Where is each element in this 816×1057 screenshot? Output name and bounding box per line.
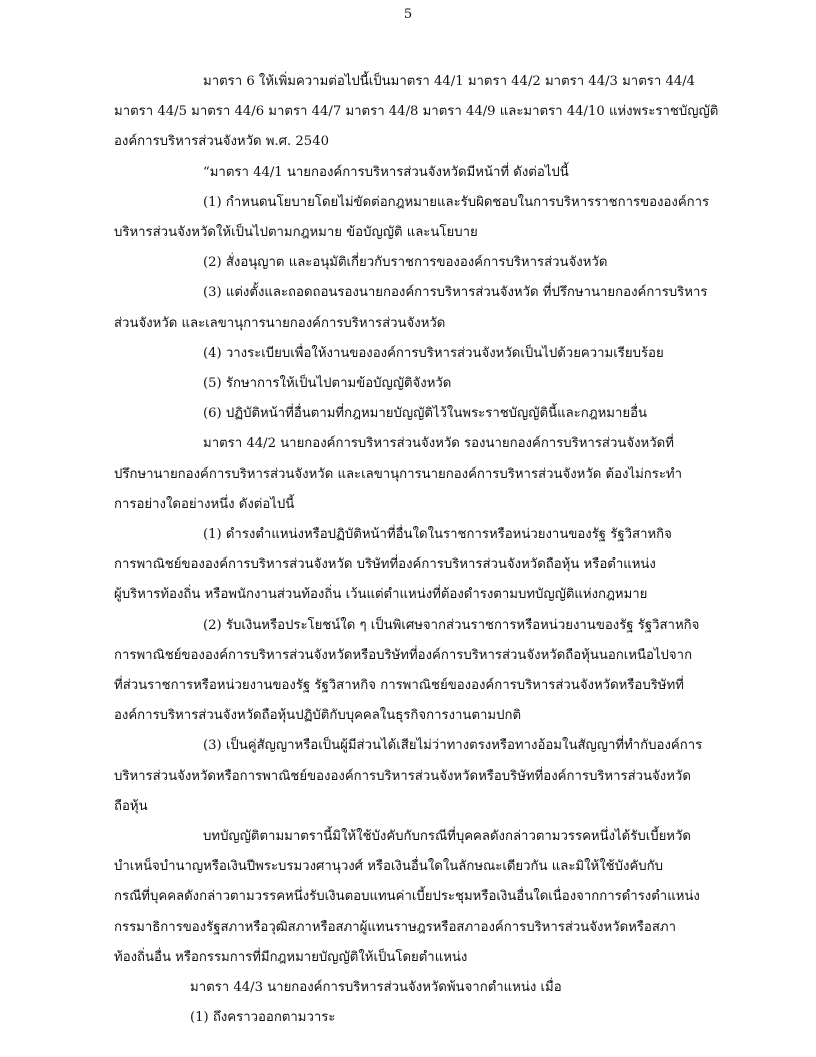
text-line: บทบัญญัติตามมาตรานี้มิให้ใช้บังคับกับกรณีที่บุคคลดังกล่าวตามวรรคหนึ่งได้รับเบี้ยหวัด — [203, 829, 691, 844]
text-line: ส่วนจังหวัด และเลขานุการนายกองค์การบริหารส่วนจังหวัด — [114, 315, 446, 331]
text-line: มาตรา 44/2 นายกองค์การบริหารส่วนจังหวัด รองนายกองค์การบริหารส่วนจังหวัดที่ — [203, 436, 674, 452]
text-line: ที่ส่วนราชการหรือหน่วยงานของรัฐ รัฐวิสาหกิจ การพาณิชย์ขององค์การบริหารส่วนจังหวัดหรือบริษัทที่ — [114, 678, 684, 693]
text-line: (2) รับเงินหรือประโยชน์ใด ๆ เป็นพิเศษจากส่วนราชการหรือหน่วยงานของรัฐ รัฐวิสาหกิจ — [203, 617, 700, 633]
text-line: บำเหน็จบำนาญหรือเงินปีพระบรมวงศานุวงศ์ หรือเงินอื่นใดในลักษณะเดียวกัน และมิให้ใช้บังคับกับ — [114, 859, 663, 875]
text-line: (1) ดำรงตำแหน่งหรือปฏิบัติหน้าที่อื่นใดในราชการหรือหน่วยงานของรัฐ รัฐวิสาหกิจ — [203, 527, 672, 542]
text-line: มาตรา 6 ให้เพิ่มความต่อไปนี้เป็นมาตรา 44/1 มาตรา 44/2 มาตรา 44/3 มาตรา 44/4 — [203, 74, 696, 89]
text-line: กรณีที่บุคคลดังกล่าวตามวรรคหนึ่งรับเงินตอบแทนค่าเบี้ยประชุมหรือเงินอื่นใดเนื่องจากการดำรงตำแหน่ง — [114, 889, 700, 905]
text-line: (3) แต่งตั้งและถอดถอนรองนายกองค์การบริหารส่วนจังหวัด ที่ปรึกษานายกองค์การบริหาร — [203, 285, 708, 301]
text-line: (4) วางระเบียบเพื่อให้งานขององค์การบริหารส่วนจังหวัดเป็นไปด้วยความเรียบร้อย — [203, 345, 664, 361]
text-line: บริหารส่วนจังหวัดหรือการพาณิชย์ขององค์การบริหารส่วนจังหวัดหรือบริษัทที่องค์การบริหารส่วนจังหวัด — [114, 768, 691, 784]
text-line: ผู้บริหารท้องถิ่น หรือพนักงานส่วนท้องถิ่น เว้นแต่ตำแหน่งที่ต้องดำรงตามบทบัญญัติแห่งกฎหมาย — [114, 587, 648, 603]
text-line: การพาณิชย์ขององค์การบริหารส่วนจังหวัด บริษัทที่องค์การบริหารส่วนจังหวัดถือหุ้น หรือตำแหน่ง — [114, 557, 656, 573]
text-line: มาตรา 44/3 นายกองค์การบริหารส่วนจังหวัดพ้นจากตำแหน่ง เมื่อ — [190, 980, 562, 995]
text-line: (6) ปฏิบัติหน้าที่อื่นตามที่กฎหมายบัญญัติไว้ในพระราชบัญญัตินี้และกฎหมายอื่น — [203, 406, 648, 422]
text-line: บริหารส่วนจังหวัดให้เป็นไปตามกฎหมาย ข้อบัญญัติ และนโยบาย — [114, 225, 478, 240]
text-line: (5) รักษาการให้เป็นไปตามข้อบัญญัติจังหวัด — [203, 376, 452, 391]
text-line: องค์การบริหารส่วนจังหวัด พ.ศ. 2540 — [114, 134, 329, 150]
text-line: (3) เป็นคู่สัญญาหรือเป็นผู้มีส่วนได้เสียไม่ว่าทางตรงหรือทางอ้อมในสัญญาที่ทำกับองค์การ — [203, 738, 703, 754]
text-line: (1) กำหนดนโยบายโดยไม่ขัดต่อกฎหมายและรับผิดชอบในการบริหารราชการขององค์การ — [203, 194, 710, 210]
text-line: กรรมาธิการของรัฐสภาหรือวุฒิสภาหรือสภาผู้แทนราษฎรหรือสภาองค์การบริหารส่วนจังหวัดหรือสภา — [114, 919, 676, 935]
text-line: องค์การบริหารส่วนจังหวัดถือหุ้นปฏิบัติกับบุคคลในธุรกิจการงานตามปกติ — [114, 708, 522, 724]
text-line: (1) ถึงคราวออกตามวาระ — [190, 1010, 336, 1026]
text-line: ปรึกษานายกองค์การบริหารส่วนจังหวัด และเลขานุการนายกองค์การบริหารส่วนจังหวัด ต้องไม่กระทำ — [114, 466, 683, 482]
text-line: ถือหุ้น — [114, 798, 148, 814]
text-line: “มาตรา 44/1 นายกองค์การบริหารส่วนจังหวัดมีหน้าที่ ดังต่อไปนี้ — [203, 164, 569, 180]
text-line: (2) สั่งอนุญาต และอนุมัติเกี่ยวกับราชการขององค์การบริหารส่วนจังหวัด — [203, 255, 608, 271]
page-number: 5 — [403, 7, 413, 22]
text-line: มาตรา 44/5 มาตรา 44/6 มาตรา 44/7 มาตรา 44/8 มาตรา 44/9 และมาตรา 44/10 แห่งพระราชบัญญัติ — [114, 104, 719, 120]
text-line: ท้องถิ่นอื่น หรือกรรมการที่มีกฎหมายบัญญัติให้เป็นโดยตำแหน่ง — [114, 949, 468, 965]
text-line: การพาณิชย์ขององค์การบริหารส่วนจังหวัดหรือบริษัทที่องค์การบริหารส่วนจังหวัดถือหุ้นนอกเหนือไปจาก — [114, 647, 693, 663]
text-line: การอย่างใดอย่างหนึ่ง ดังต่อไปนี้ — [114, 496, 295, 512]
